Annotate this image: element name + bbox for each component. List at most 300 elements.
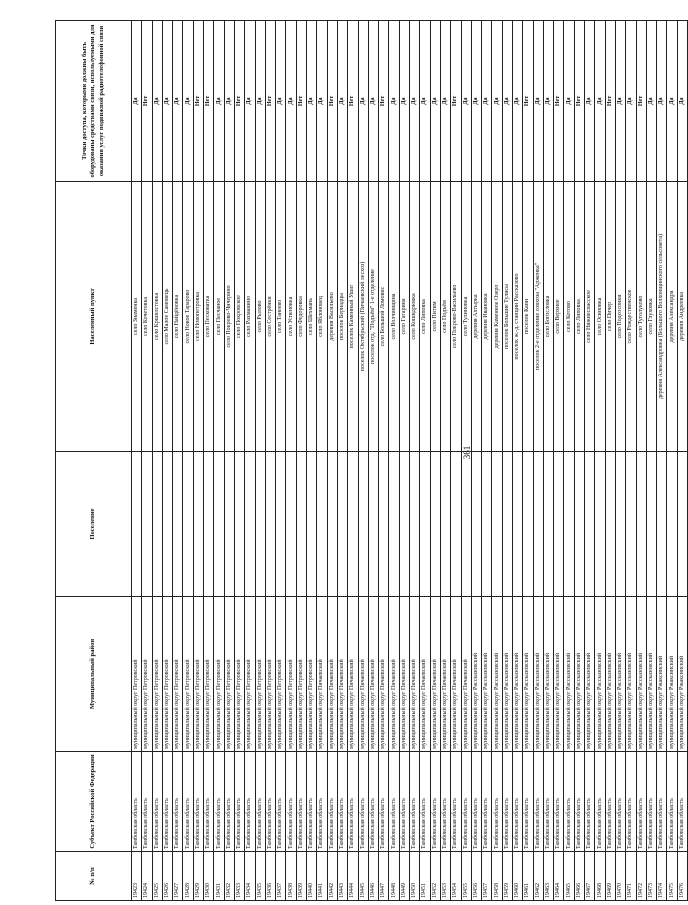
cell-num: 19454 bbox=[451, 852, 461, 901]
cell-municipal: муниципальный округ Пичаевский bbox=[327, 597, 337, 752]
cell-num: 19465 bbox=[564, 852, 574, 901]
cell-settlement: село Шехмань bbox=[307, 182, 317, 452]
settlements-table bbox=[55, 20, 688, 901]
cell-num: 19444 bbox=[348, 852, 358, 901]
cell-region: Тамбовская область bbox=[204, 752, 214, 852]
cell-settlement: поселок Большие Тулисы bbox=[502, 182, 512, 452]
cell-region: Тамбовская область bbox=[327, 752, 337, 852]
table-row bbox=[193, 21, 203, 901]
cell-region: Тамбовская область bbox=[276, 752, 286, 852]
cell-settlement: село Рылово bbox=[255, 182, 265, 452]
cell-municipal: муниципальный округ Петровский bbox=[245, 597, 255, 752]
cell-num: 19468 bbox=[595, 852, 605, 901]
cell-municipal: муниципальный округ Рассказовский bbox=[502, 597, 512, 752]
table-row bbox=[173, 21, 183, 901]
table-row bbox=[595, 21, 605, 901]
cell-poselenie bbox=[677, 452, 687, 597]
cell-municipal: муниципальный округ Петровский bbox=[224, 597, 234, 752]
cell-municipal: муниципальный округ Петровский bbox=[142, 597, 152, 752]
cell-equipment: Нет bbox=[296, 21, 306, 182]
cell-municipal: муниципальный округ Рассказовский bbox=[543, 597, 553, 752]
table-row bbox=[286, 21, 296, 901]
table-row bbox=[152, 21, 162, 901]
cell-region: Тамбовская область bbox=[132, 752, 142, 852]
cell-num: 19475 bbox=[667, 852, 677, 901]
cell-municipal: муниципальный округ Ржаксинский bbox=[657, 597, 667, 752]
cell-equipment: Да bbox=[410, 21, 420, 182]
cell-num: 19429 bbox=[193, 852, 203, 901]
cell-num: 19460 bbox=[512, 852, 522, 901]
cell-equipment: Да bbox=[132, 21, 142, 182]
cell-poselenie bbox=[307, 452, 317, 597]
cell-settlement: село Туголуково bbox=[636, 182, 646, 452]
table-row bbox=[451, 21, 461, 901]
cell-municipal: муниципальный округ Петровский bbox=[276, 597, 286, 752]
cell-num: 19442 bbox=[327, 852, 337, 901]
header-municipal: Муниципальный район bbox=[56, 597, 132, 752]
cell-settlement: село Знаменка bbox=[132, 182, 142, 452]
cell-settlement: село Федоровка bbox=[296, 182, 306, 452]
cell-equipment: Да bbox=[533, 21, 543, 182]
cell-region: Тамбовская область bbox=[543, 752, 553, 852]
table-row bbox=[204, 21, 214, 901]
table-row bbox=[142, 21, 152, 901]
cell-region: Тамбовская область bbox=[554, 752, 564, 852]
cell-num: 19467 bbox=[585, 852, 595, 901]
cell-municipal: муниципальный округ Пичаевский bbox=[430, 597, 440, 752]
table-row bbox=[337, 21, 347, 901]
table-row bbox=[132, 21, 142, 901]
cell-poselenie bbox=[451, 452, 461, 597]
header-settlement: Населенный пункт bbox=[56, 182, 132, 452]
cell-settlement: село Богословка bbox=[543, 182, 553, 452]
cell-municipal: муниципальный округ Петровский bbox=[214, 597, 224, 752]
cell-region: Тамбовская область bbox=[430, 752, 440, 852]
cell-poselenie bbox=[132, 452, 142, 597]
cell-poselenie bbox=[482, 452, 492, 597]
cell-equipment: Нет bbox=[142, 21, 152, 182]
cell-municipal: муниципальный округ Петровский bbox=[265, 597, 275, 752]
cell-poselenie bbox=[317, 452, 327, 597]
cell-equipment: Да bbox=[543, 21, 553, 182]
cell-region: Тамбовская область bbox=[451, 752, 461, 852]
table-row bbox=[183, 21, 193, 901]
table-row bbox=[410, 21, 420, 901]
cell-poselenie bbox=[183, 452, 193, 597]
cell-municipal: муниципальный округ Рассказовский bbox=[564, 597, 574, 752]
cell-num: 19461 bbox=[523, 852, 533, 901]
table-row bbox=[512, 21, 522, 901]
cell-poselenie bbox=[492, 452, 502, 597]
cell-region: Тамбовская область bbox=[533, 752, 543, 852]
cell-settlement: село Новое Тарарово bbox=[183, 182, 193, 452]
table-row bbox=[399, 21, 409, 901]
cell-num: 19443 bbox=[337, 852, 347, 901]
table-body bbox=[132, 21, 688, 901]
cell-num: 19474 bbox=[657, 852, 667, 901]
cell-municipal: муниципальный округ Рассказовский bbox=[492, 597, 502, 752]
cell-settlement: поселок Бернадцы bbox=[337, 182, 347, 452]
cell-poselenie bbox=[296, 452, 306, 597]
table-row bbox=[255, 21, 265, 901]
cell-settlement: деревня Ивановка bbox=[482, 182, 492, 452]
cell-equipment: Да bbox=[399, 21, 409, 182]
cell-equipment: Да bbox=[492, 21, 502, 182]
cell-equipment: Да bbox=[389, 21, 399, 182]
cell-region: Тамбовская область bbox=[564, 752, 574, 852]
table-row bbox=[471, 21, 481, 901]
cell-municipal: муниципальный округ Петровский bbox=[307, 597, 317, 752]
cell-num: 19445 bbox=[358, 852, 368, 901]
cell-poselenie bbox=[162, 452, 172, 597]
header-region: Субъект Российской Федерации bbox=[56, 752, 132, 852]
cell-poselenie bbox=[327, 452, 337, 597]
cell-num: 19432 bbox=[224, 852, 234, 901]
cell-equipment: Нет bbox=[554, 21, 564, 182]
cell-num: 19449 bbox=[399, 852, 409, 901]
cell-num: 19440 bbox=[307, 852, 317, 901]
cell-num: 19453 bbox=[440, 852, 450, 901]
cell-municipal: муниципальный округ Пичаевский bbox=[337, 597, 347, 752]
cell-region: Тамбовская область bbox=[585, 752, 595, 852]
table-row bbox=[523, 21, 533, 901]
cell-settlement: село Гагарина bbox=[399, 182, 409, 452]
cell-settlement: деревня Александра bbox=[667, 182, 677, 452]
cell-equipment: Да bbox=[502, 21, 512, 182]
cell-settlement: село Песчаное bbox=[214, 182, 224, 452]
cell-municipal: муниципальный округ Петровский bbox=[193, 597, 203, 752]
table-row bbox=[461, 21, 471, 901]
cell-poselenie bbox=[667, 452, 677, 597]
cell-equipment: Да bbox=[358, 21, 368, 182]
cell-equipment: Нет bbox=[193, 21, 203, 182]
cell-poselenie bbox=[389, 452, 399, 597]
cell-poselenie bbox=[245, 452, 255, 597]
cell-equipment: Нет bbox=[379, 21, 389, 182]
cell-settlement: деревня Каменное Озеро bbox=[492, 182, 502, 452]
cell-poselenie bbox=[410, 452, 420, 597]
cell-equipment: Да bbox=[461, 21, 471, 182]
cell-region: Тамбовская область bbox=[255, 752, 265, 852]
cell-municipal: муниципальный округ Рассказовский bbox=[585, 597, 595, 752]
table-row bbox=[533, 21, 543, 901]
cell-equipment: Нет bbox=[327, 21, 337, 182]
cell-region: Тамбовская область bbox=[193, 752, 203, 852]
cell-municipal: муниципальный округ Рассказовский bbox=[533, 597, 543, 752]
cell-poselenie bbox=[265, 452, 275, 597]
cell-num: 19428 bbox=[183, 852, 193, 901]
cell-municipal: муниципальный округ Петровский bbox=[173, 597, 183, 752]
table-row bbox=[214, 21, 224, 901]
cell-equipment: Нет bbox=[234, 21, 244, 182]
cell-settlement: село Волчинщина bbox=[389, 182, 399, 452]
cell-equipment: Да bbox=[512, 21, 522, 182]
cell-settlement: село Покрово-Чичерино bbox=[224, 182, 234, 452]
cell-municipal: муниципальный округ Рассказовский bbox=[626, 597, 636, 752]
cell-equipment: Да bbox=[646, 21, 656, 182]
cell-municipal: муниципальный округ Пичаевский bbox=[451, 597, 461, 752]
cell-municipal: муниципальный округ Петровский bbox=[255, 597, 265, 752]
cell-poselenie bbox=[626, 452, 636, 597]
cell-poselenie bbox=[173, 452, 183, 597]
table-row bbox=[317, 21, 327, 901]
header-equipment: Точки доступа, которыми должны быть оборудованы средствами связи, используемыми для оказания услуг подвижной радиотелефонной связи bbox=[56, 21, 132, 182]
cell-poselenie bbox=[379, 452, 389, 597]
cell-settlement: село Рахманино bbox=[245, 182, 255, 452]
cell-region: Тамбовская область bbox=[389, 752, 399, 852]
table-row bbox=[379, 21, 389, 901]
cell-equipment: Да bbox=[440, 21, 450, 182]
cell-num: 19424 bbox=[142, 852, 152, 901]
cell-municipal: муниципальный округ Петровский bbox=[286, 597, 296, 752]
cell-municipal: муниципальный округ Рассказовский bbox=[646, 597, 656, 752]
cell-num: 19462 bbox=[533, 852, 543, 901]
cell-settlement: поселок Октябрьский (Пичаевский лесхоз) bbox=[358, 182, 368, 452]
cell-num: 19476 bbox=[677, 852, 687, 901]
cell-num: 19446 bbox=[368, 852, 378, 901]
table-row bbox=[482, 21, 492, 901]
cell-equipment: Да bbox=[255, 21, 265, 182]
cell-municipal: муниципальный округ Петровский bbox=[152, 597, 162, 752]
cell-equipment: Нет bbox=[605, 21, 615, 182]
cell-num: 19431 bbox=[214, 852, 224, 901]
cell-equipment: Да bbox=[337, 21, 347, 182]
cell-poselenie bbox=[234, 452, 244, 597]
cell-municipal: муниципальный округ Рассказовский bbox=[636, 597, 646, 752]
table-row bbox=[234, 21, 244, 901]
cell-poselenie bbox=[636, 452, 646, 597]
cell-num: 19427 bbox=[173, 852, 183, 901]
cell-municipal: муниципальный округ Рассказовский bbox=[512, 597, 522, 752]
cell-num: 19438 bbox=[286, 852, 296, 901]
cell-settlement: село Яблоновец bbox=[317, 182, 327, 452]
cell-poselenie bbox=[152, 452, 162, 597]
table-row bbox=[307, 21, 317, 901]
cell-settlement: деревня Ахтырка bbox=[471, 182, 481, 452]
cell-settlement: село Успеновка bbox=[286, 182, 296, 452]
table-row bbox=[636, 21, 646, 901]
cell-municipal: муниципальный округ Пичаевский bbox=[399, 597, 409, 752]
cell-num: 19436 bbox=[265, 852, 275, 901]
cell-region: Тамбовская область bbox=[646, 752, 656, 852]
cell-municipal: муниципальный округ Рассказовский bbox=[615, 597, 625, 752]
cell-equipment: Да bbox=[677, 21, 687, 182]
cell-municipal: муниципальный округ Рассказовский bbox=[574, 597, 584, 752]
cell-num: 19452 bbox=[430, 852, 440, 901]
cell-municipal: муниципальный округ Пичаевский bbox=[348, 597, 358, 752]
cell-equipment: Нет bbox=[523, 21, 533, 182]
cell-equipment: Нет bbox=[348, 21, 358, 182]
cell-equipment: Да bbox=[317, 21, 327, 182]
cell-equipment: Да bbox=[595, 21, 605, 182]
table-row bbox=[605, 21, 615, 901]
cell-municipal: муниципальный округ Рассказовский bbox=[554, 597, 564, 752]
cell-num: 19451 bbox=[420, 852, 430, 901]
cell-region: Тамбовская область bbox=[317, 752, 327, 852]
cell-equipment: Да bbox=[152, 21, 162, 182]
cell-poselenie bbox=[255, 452, 265, 597]
table-row bbox=[276, 21, 286, 901]
cell-settlement: поселок 2-е отделение совхоза "Арженка" bbox=[533, 182, 543, 452]
cell-municipal: муниципальный округ Петровский bbox=[132, 597, 142, 752]
cell-region: Тамбовская область bbox=[307, 752, 317, 852]
table-row bbox=[543, 21, 553, 901]
cell-municipal: муниципальный округ Рассказовский bbox=[605, 597, 615, 752]
cell-municipal: муниципальный округ Рассказовский bbox=[471, 597, 481, 752]
cell-municipal: муниципальный округ Пичаевский bbox=[410, 597, 420, 752]
cell-num: 19439 bbox=[296, 852, 306, 901]
cell-region: Тамбовская область bbox=[234, 752, 244, 852]
table-row bbox=[646, 21, 656, 901]
cell-municipal: муниципальный округ Пичаевский bbox=[440, 597, 450, 752]
cell-municipal: муниципальный округ Пичаевский bbox=[379, 597, 389, 752]
cell-num: 19426 bbox=[162, 852, 172, 901]
cell-equipment: Да bbox=[667, 21, 677, 182]
cell-region: Тамбовская область bbox=[399, 752, 409, 852]
cell-num: 19471 bbox=[626, 852, 636, 901]
cell-poselenie bbox=[461, 452, 471, 597]
cell-num: 19466 bbox=[574, 852, 584, 901]
cell-region: Тамбовская область bbox=[296, 752, 306, 852]
cell-settlement: село Глуховка bbox=[646, 182, 656, 452]
cell-municipal: муниципальный округ Рассказовский bbox=[595, 597, 605, 752]
cell-poselenie bbox=[193, 452, 203, 597]
cell-poselenie bbox=[615, 452, 625, 597]
cell-equipment: Да bbox=[307, 21, 317, 182]
header-num: № п/п bbox=[56, 852, 132, 901]
cell-region: Тамбовская область bbox=[574, 752, 584, 852]
cell-poselenie bbox=[286, 452, 296, 597]
table-row bbox=[677, 21, 687, 901]
cell-region: Тамбовская область bbox=[626, 752, 636, 852]
cell-num: 19470 bbox=[615, 852, 625, 901]
cell-num: 19458 bbox=[492, 852, 502, 901]
cell-settlement: деревня Александровка (Большого Волхонщинского сельсовета) bbox=[657, 182, 667, 452]
cell-poselenie bbox=[204, 452, 214, 597]
cell-num: 19447 bbox=[379, 852, 389, 901]
cell-num: 19473 bbox=[646, 852, 656, 901]
cell-num: 19456 bbox=[471, 852, 481, 901]
cell-settlement: поселок Каменный Ушат bbox=[348, 182, 358, 452]
cell-municipal: муниципальный округ Петровский bbox=[162, 597, 172, 752]
cell-poselenie bbox=[595, 452, 605, 597]
table-row bbox=[358, 21, 368, 901]
cell-poselenie bbox=[533, 452, 543, 597]
cell-region: Тамбовская область bbox=[183, 752, 193, 852]
table-header-row bbox=[56, 21, 132, 901]
cell-settlement: деревня Васильево bbox=[327, 182, 337, 452]
cell-poselenie bbox=[657, 452, 667, 597]
cell-municipal: муниципальный округ Пичаевский bbox=[317, 597, 327, 752]
cell-settlement: село Подъём bbox=[440, 182, 450, 452]
cell-poselenie bbox=[554, 452, 564, 597]
cell-municipal: муниципальный округ Пичаевский bbox=[420, 597, 430, 752]
cell-region: Тамбовская область bbox=[605, 752, 615, 852]
cell-poselenie bbox=[430, 452, 440, 597]
cell-region: Тамбовская область bbox=[615, 752, 625, 852]
cell-municipal: муниципальный округ Петровский bbox=[204, 597, 214, 752]
cell-settlement: поселок Кани bbox=[523, 182, 533, 452]
cell-poselenie bbox=[564, 452, 574, 597]
table-row bbox=[492, 21, 502, 901]
table-row bbox=[389, 21, 399, 901]
cell-equipment: Нет bbox=[574, 21, 584, 182]
cell-num: 19433 bbox=[234, 852, 244, 901]
cell-region: Тамбовская область bbox=[348, 752, 358, 852]
cell-poselenie bbox=[224, 452, 234, 597]
header-poselenie: Поселение bbox=[56, 452, 132, 597]
cell-poselenie bbox=[348, 452, 358, 597]
table-row bbox=[440, 21, 450, 901]
cell-settlement: село Большой Ломовис bbox=[379, 182, 389, 452]
cell-region: Тамбовская область bbox=[162, 752, 172, 852]
cell-region: Тамбовская область bbox=[142, 752, 152, 852]
cell-equipment: Да bbox=[585, 21, 595, 182]
table-row bbox=[327, 21, 337, 901]
cell-municipal: муниципальный округ Петровский bbox=[183, 597, 193, 752]
cell-region: Тамбовская область bbox=[214, 752, 224, 852]
cell-settlement: село Кршилстовка bbox=[152, 182, 162, 452]
cell-settlement: село Осиновка bbox=[595, 182, 605, 452]
cell-equipment: Да bbox=[162, 21, 172, 182]
cell-num: 19423 bbox=[132, 852, 142, 901]
table-row bbox=[585, 21, 595, 901]
table-row bbox=[296, 21, 306, 901]
cell-region: Тамбовская область bbox=[410, 752, 420, 852]
cell-municipal: муниципальный округ Пичаевский bbox=[461, 597, 471, 752]
cell-settlement: село Сестрёнки bbox=[265, 182, 275, 452]
cell-num: 19450 bbox=[410, 852, 420, 901]
cell-poselenie bbox=[276, 452, 286, 597]
cell-num: 19459 bbox=[502, 852, 512, 901]
cell-equipment: Да bbox=[276, 21, 286, 182]
cell-poselenie bbox=[605, 452, 615, 597]
cell-equipment: Да bbox=[368, 21, 378, 182]
cell-region: Тамбовская область bbox=[152, 752, 162, 852]
cell-region: Тамбовская область bbox=[286, 752, 296, 852]
cell-poselenie bbox=[523, 452, 533, 597]
cell-num: 19463 bbox=[543, 852, 553, 901]
cell-equipment: Нет bbox=[204, 21, 214, 182]
cell-settlement: село Песковатка bbox=[204, 182, 214, 452]
cell-poselenie bbox=[502, 452, 512, 597]
cell-num: 19472 bbox=[636, 852, 646, 901]
cell-poselenie bbox=[646, 452, 656, 597]
cell-region: Тамбовская область bbox=[512, 752, 522, 852]
cell-equipment: Нет bbox=[265, 21, 275, 182]
table-row bbox=[162, 21, 172, 901]
cell-num: 19434 bbox=[245, 852, 255, 901]
cell-region: Тамбовская область bbox=[461, 752, 471, 852]
cell-region: Тамбовская область bbox=[523, 752, 533, 852]
cell-region: Тамбовская область bbox=[636, 752, 646, 852]
cell-region: Тамбовская область bbox=[245, 752, 255, 852]
cell-poselenie bbox=[337, 452, 347, 597]
table-row bbox=[224, 21, 234, 901]
cell-settlement: село Танеево bbox=[276, 182, 286, 452]
cell-num: 19469 bbox=[605, 852, 615, 901]
cell-municipal: муниципальный округ Ржаксинский bbox=[677, 597, 687, 752]
table-row bbox=[265, 21, 275, 901]
table-row bbox=[574, 21, 584, 901]
cell-equipment: Да bbox=[224, 21, 234, 182]
cell-municipal: муниципальный округ Петровский bbox=[234, 597, 244, 752]
table-row bbox=[615, 21, 625, 901]
cell-region: Тамбовская область bbox=[677, 752, 687, 852]
cell-region: Тамбовская область bbox=[379, 752, 389, 852]
cell-poselenie bbox=[358, 452, 368, 597]
cell-municipal: муниципальный округ Пичаевский bbox=[358, 597, 368, 752]
